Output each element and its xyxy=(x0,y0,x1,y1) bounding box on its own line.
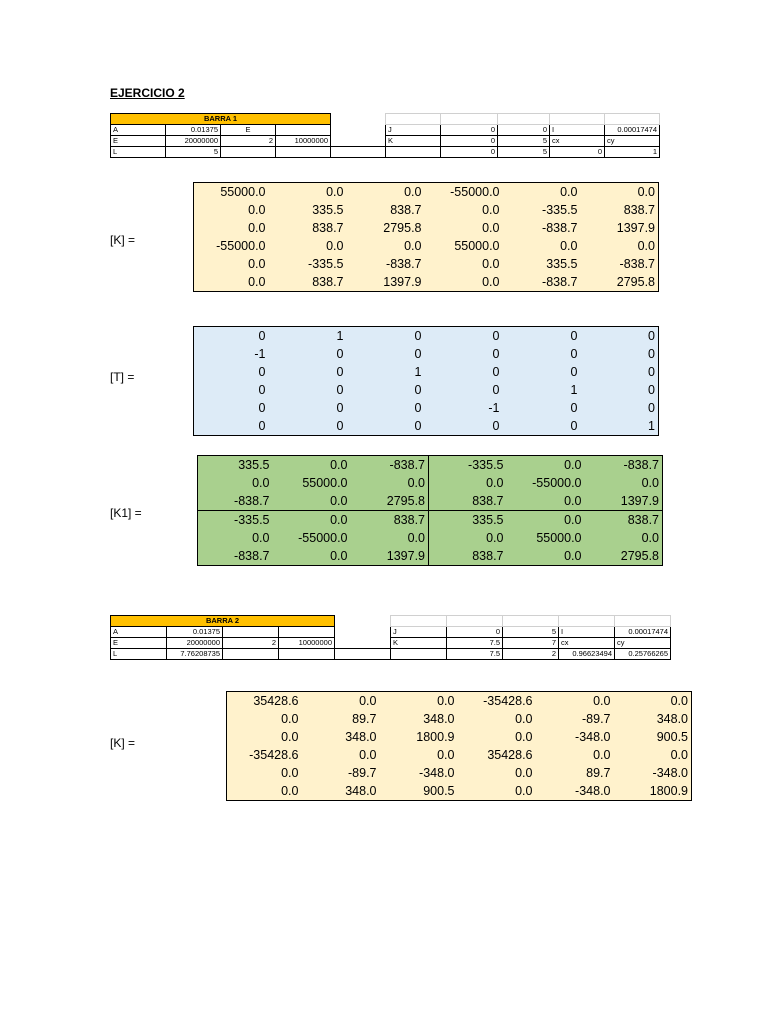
matrix-cell: 0 xyxy=(570,419,578,433)
matrix-cell: 35428.6 xyxy=(253,694,299,708)
barra2-cell xyxy=(391,649,447,660)
barra2-cell: 7.5 xyxy=(447,638,503,649)
barra2-cell: 7.76208735 xyxy=(167,649,223,660)
matrix-cell: 55000.0 xyxy=(454,239,500,253)
barra2-cell xyxy=(335,649,391,660)
matrix-cell: 0.0 xyxy=(515,784,533,798)
matrix-cell: 0 xyxy=(570,401,578,415)
matrix-cell: 0.0 xyxy=(670,694,688,708)
matrix-cell: 0 xyxy=(336,347,344,361)
barra-2-header: BARRA 2 xyxy=(111,616,335,627)
matrix-cell: 0.0 xyxy=(359,694,377,708)
matrix-cell: 2795.8 xyxy=(351,492,429,511)
barra2-cell: 10000000 xyxy=(279,638,335,649)
barra1-cell: A xyxy=(111,125,166,136)
matrix-cell: 0 xyxy=(570,347,578,361)
barra2-cell xyxy=(223,627,279,638)
matrix-cell: 0 xyxy=(492,419,500,433)
matrix-cell: -335.5 xyxy=(308,257,344,271)
matrix-cell: 335.5 xyxy=(312,203,344,217)
matrix-cell: -838.7 xyxy=(623,458,659,472)
barra2-cell: 7 xyxy=(503,638,559,649)
matrix-cell: 1 xyxy=(570,383,578,397)
barra1-cell xyxy=(331,125,386,136)
barra2-cell: 7.5 xyxy=(447,649,503,660)
matrix-cell: 0.0 xyxy=(248,221,266,235)
matrix-cell: 348.0 xyxy=(423,712,455,726)
k-matrix-label: [K] = xyxy=(110,233,136,247)
matrix-cell: 0.0 xyxy=(515,766,533,780)
matrix-cell: 0.0 xyxy=(593,694,611,708)
barra1-cell: 20000000 xyxy=(166,136,221,147)
matrix-cell: 89.7 xyxy=(352,712,377,726)
matrix-cell: 838.7 xyxy=(312,275,344,289)
matrix-cell: 0.0 xyxy=(273,511,351,530)
matrix-cell: 0 xyxy=(336,365,344,379)
barra2-cell: E xyxy=(111,638,167,649)
matrix-cell: 0.0 xyxy=(560,185,578,199)
k1-matrix-label: [K1] = xyxy=(110,506,142,520)
matrix-cell: -335.5 xyxy=(542,203,578,217)
matrix-cell: 55000.0 xyxy=(220,185,266,199)
matrix-cell: -838.7 xyxy=(234,549,270,563)
matrix-cell: -838.7 xyxy=(386,257,422,271)
matrix-cell: 900.5 xyxy=(423,784,455,798)
matrix-cell: 348.0 xyxy=(345,730,377,744)
matrix-cell: 0.0 xyxy=(281,766,299,780)
matrix-cell: 335.5 xyxy=(546,257,578,271)
matrix-cell: 0 xyxy=(258,365,266,379)
matrix-cell: -35428.6 xyxy=(249,748,299,762)
barra2-cell: 5 xyxy=(503,627,559,638)
matrix-cell: -55000.0 xyxy=(216,239,266,253)
barra-1-header: BARRA 1 xyxy=(111,114,331,125)
matrix-cell: 55000.0 xyxy=(302,476,348,490)
matrix-cell: 0.0 xyxy=(515,712,533,726)
barra1-cell xyxy=(276,125,331,136)
barra1-cell: 5 xyxy=(498,147,550,158)
barra1-cell: 5 xyxy=(166,147,221,158)
matrix-cell: 838.7 xyxy=(312,221,344,235)
barra1-cell: cx xyxy=(550,136,605,147)
matrix-cell: 1397.9 xyxy=(351,547,429,566)
barra2-cell: 20000000 xyxy=(167,638,223,649)
matrix-cell: 838.7 xyxy=(390,203,422,217)
matrix-cell: 0.0 xyxy=(637,239,655,253)
t-matrix-label: [T] = xyxy=(110,370,135,384)
matrix-cell: 0.0 xyxy=(482,221,500,235)
barra2-cell xyxy=(279,627,335,638)
matrix-cell: 0.0 xyxy=(404,239,422,253)
matrix-cell: 1397.9 xyxy=(616,221,655,235)
matrix-cell: -55000.0 xyxy=(532,476,582,490)
matrix-cell: 0.0 xyxy=(248,257,266,271)
matrix-cell: 1397.9 xyxy=(620,494,659,508)
matrix-cell: 838.7 xyxy=(472,494,504,508)
matrix-cell: 0.0 xyxy=(359,748,377,762)
matrix-cell: 0.0 xyxy=(404,185,422,199)
matrix-cell: 0.0 xyxy=(486,476,504,490)
barra1-cell xyxy=(331,147,386,158)
matrix-cell: 0.0 xyxy=(564,494,582,508)
matrix-cell: -35428.6 xyxy=(483,694,533,708)
matrix-cell: -335.5 xyxy=(468,458,504,472)
barra1-cell: 2 xyxy=(221,136,276,147)
matrix-cell: 0 xyxy=(648,401,655,415)
matrix-cell: 0.0 xyxy=(641,476,659,490)
matrix-cell: 0.0 xyxy=(330,549,348,563)
barra1-cell: 0.01375 xyxy=(166,125,221,136)
matrix-cell: 0.0 xyxy=(252,476,270,490)
matrix-cell: 0.0 xyxy=(564,458,582,472)
matrix-cell: 55000.0 xyxy=(536,531,582,545)
matrix-cell: 0 xyxy=(414,401,422,415)
matrix-cell: 0.0 xyxy=(281,730,299,744)
barra2-cell: 0 xyxy=(447,627,503,638)
matrix-cell: 0.0 xyxy=(641,531,659,545)
matrix-cell: 0.0 xyxy=(437,748,455,762)
matrix-cell: 0.0 xyxy=(326,239,344,253)
matrix-cell: 0.0 xyxy=(564,549,582,563)
barra2-cell: 0.01375 xyxy=(167,627,223,638)
barra1-cell xyxy=(331,136,386,147)
matrix-cell: 0 xyxy=(648,365,655,379)
matrix-cell: 0.0 xyxy=(330,494,348,508)
barra-2-properties-table xyxy=(110,615,671,660)
matrix-cell: 0.0 xyxy=(330,458,348,472)
matrix-cell: 0 xyxy=(492,347,500,361)
matrix-cell: 1397.9 xyxy=(383,275,422,289)
page-title: EJERCICIO 2 xyxy=(110,86,185,100)
barra2-cell: K xyxy=(391,638,447,649)
matrix-cell: -348.0 xyxy=(575,784,611,798)
matrix-cell: -55000.0 xyxy=(298,531,348,545)
barra1-cell: K xyxy=(386,136,441,147)
barra1-cell: 0.00017474 xyxy=(605,125,660,136)
matrix-cell: 0.0 xyxy=(507,511,585,530)
barra2-cell: 0.25766265 xyxy=(615,649,671,660)
matrix-cell: 900.5 xyxy=(656,730,688,744)
barra2-cell: cx xyxy=(559,638,615,649)
matrix-cell: 0.0 xyxy=(281,712,299,726)
matrix-cell: 0 xyxy=(648,347,655,361)
barra2-cell xyxy=(279,649,335,660)
matrix-cell: 1800.9 xyxy=(416,730,455,744)
matrix-cell: 0.0 xyxy=(482,203,500,217)
matrix-cell: -348.0 xyxy=(652,766,688,780)
matrix-cell: 0.0 xyxy=(482,275,500,289)
barra1-cell xyxy=(221,147,276,158)
barra1-cell: 0 xyxy=(441,147,498,158)
barra2-cell: L xyxy=(111,649,167,660)
matrix-cell: 0.0 xyxy=(248,275,266,289)
matrix-cell: -348.0 xyxy=(419,766,455,780)
matrix-cell: 0.0 xyxy=(486,531,504,545)
matrix-cell: 0.0 xyxy=(482,257,500,271)
matrix-cell: 0 xyxy=(336,383,344,397)
barra2-cell xyxy=(335,638,391,649)
barra1-cell: J xyxy=(386,125,441,136)
matrix-cell: 0 xyxy=(648,329,655,343)
matrix-cell: 89.7 xyxy=(586,766,611,780)
matrix-cell: 0.0 xyxy=(351,529,429,547)
matrix-cell: 335.5 xyxy=(429,511,507,530)
matrix-cell: 838.7 xyxy=(623,203,655,217)
matrix-cell: 2795.8 xyxy=(383,221,422,235)
barra1-cell: L xyxy=(111,147,166,158)
barra2-cell: cy xyxy=(615,638,671,649)
barra1-cell: E xyxy=(111,136,166,147)
matrix-cell: 0 xyxy=(570,329,578,343)
matrix-cell: 35428.6 xyxy=(487,748,533,762)
barra2-cell: 2 xyxy=(223,638,279,649)
matrix-cell: 0 xyxy=(492,365,500,379)
matrix-cell: 838.7 xyxy=(585,511,663,530)
matrix-cell: 0 xyxy=(336,401,344,415)
barra2-cell: I xyxy=(559,627,615,638)
barra-1-properties-table xyxy=(110,113,660,158)
matrix-cell: 838.7 xyxy=(351,511,429,530)
matrix-cell: -838.7 xyxy=(619,257,655,271)
barra2-cell xyxy=(223,649,279,660)
barra2-cell: J xyxy=(391,627,447,638)
matrix-cell: 0.0 xyxy=(252,531,270,545)
matrix-cell: 348.0 xyxy=(345,784,377,798)
matrix-cell: 1 xyxy=(648,419,655,433)
matrix-cell: 0 xyxy=(258,419,266,433)
matrix-cell: 0 xyxy=(258,383,266,397)
matrix-cell: 0 xyxy=(414,383,422,397)
matrix-cell: 2795.8 xyxy=(616,275,655,289)
matrix-cell: -838.7 xyxy=(351,456,429,475)
matrix-cell: 0.0 xyxy=(281,784,299,798)
barra1-cell: I xyxy=(550,125,605,136)
barra1-cell: E xyxy=(221,125,276,136)
matrix-cell: 0 xyxy=(336,419,344,433)
matrix-cell: -838.7 xyxy=(234,494,270,508)
k-matrix-barra-1 xyxy=(193,182,659,292)
matrix-cell: 1 xyxy=(414,365,422,379)
k1-global-matrix xyxy=(197,455,663,566)
matrix-cell: 0.0 xyxy=(593,748,611,762)
matrix-cell: 0.0 xyxy=(351,474,429,492)
matrix-cell: 0 xyxy=(414,347,422,361)
matrix-cell: 0 xyxy=(570,365,578,379)
matrix-cell: 838.7 xyxy=(472,549,504,563)
barra2-cell: 0.96623494 xyxy=(559,649,615,660)
t-matrix xyxy=(193,326,659,436)
matrix-cell: 0 xyxy=(258,401,266,415)
k-matrix-2-label: [K] = xyxy=(110,736,136,750)
matrix-cell: 0.0 xyxy=(670,748,688,762)
matrix-cell: -348.0 xyxy=(575,730,611,744)
barra1-cell: 0 xyxy=(550,147,605,158)
barra1-cell xyxy=(276,147,331,158)
matrix-cell: 0.0 xyxy=(560,239,578,253)
barra1-cell: 0 xyxy=(441,125,498,136)
barra2-cell: A xyxy=(111,627,167,638)
barra1-cell xyxy=(386,147,441,158)
barra1-cell: 0 xyxy=(441,136,498,147)
matrix-cell: 0.0 xyxy=(637,185,655,199)
matrix-cell: 1800.9 xyxy=(649,784,688,798)
matrix-cell: 0.0 xyxy=(326,185,344,199)
barra2-cell xyxy=(335,627,391,638)
matrix-cell: -55000.0 xyxy=(450,185,500,199)
matrix-cell: -1 xyxy=(254,347,266,361)
matrix-cell: -89.7 xyxy=(582,712,611,726)
barra2-cell: 0.00017474 xyxy=(615,627,671,638)
barra1-cell: 1 xyxy=(605,147,660,158)
matrix-cell: 335.5 xyxy=(238,458,270,472)
barra1-cell: 0 xyxy=(498,125,550,136)
matrix-cell: -1 xyxy=(488,401,500,415)
matrix-cell: 0.0 xyxy=(515,730,533,744)
matrix-cell: 2795.8 xyxy=(620,549,659,563)
matrix-cell: 0.0 xyxy=(437,694,455,708)
matrix-cell: 0 xyxy=(258,329,266,343)
matrix-cell: -335.5 xyxy=(198,511,273,530)
matrix-cell: 0 xyxy=(414,419,422,433)
matrix-cell: -838.7 xyxy=(542,221,578,235)
barra2-cell: 2 xyxy=(503,649,559,660)
matrix-cell: -89.7 xyxy=(348,766,377,780)
matrix-cell: 0 xyxy=(648,383,655,397)
k-matrix-barra-2 xyxy=(226,691,692,801)
matrix-cell: 0 xyxy=(414,329,422,343)
matrix-cell: -838.7 xyxy=(542,275,578,289)
barra1-cell: cy xyxy=(605,136,660,147)
barra1-cell: 10000000 xyxy=(276,136,331,147)
matrix-cell: 0 xyxy=(492,383,500,397)
matrix-cell: 1 xyxy=(336,329,344,343)
matrix-cell: 348.0 xyxy=(656,712,688,726)
matrix-cell: 0 xyxy=(492,329,500,343)
matrix-cell: 0.0 xyxy=(248,203,266,217)
barra1-cell: 5 xyxy=(498,136,550,147)
